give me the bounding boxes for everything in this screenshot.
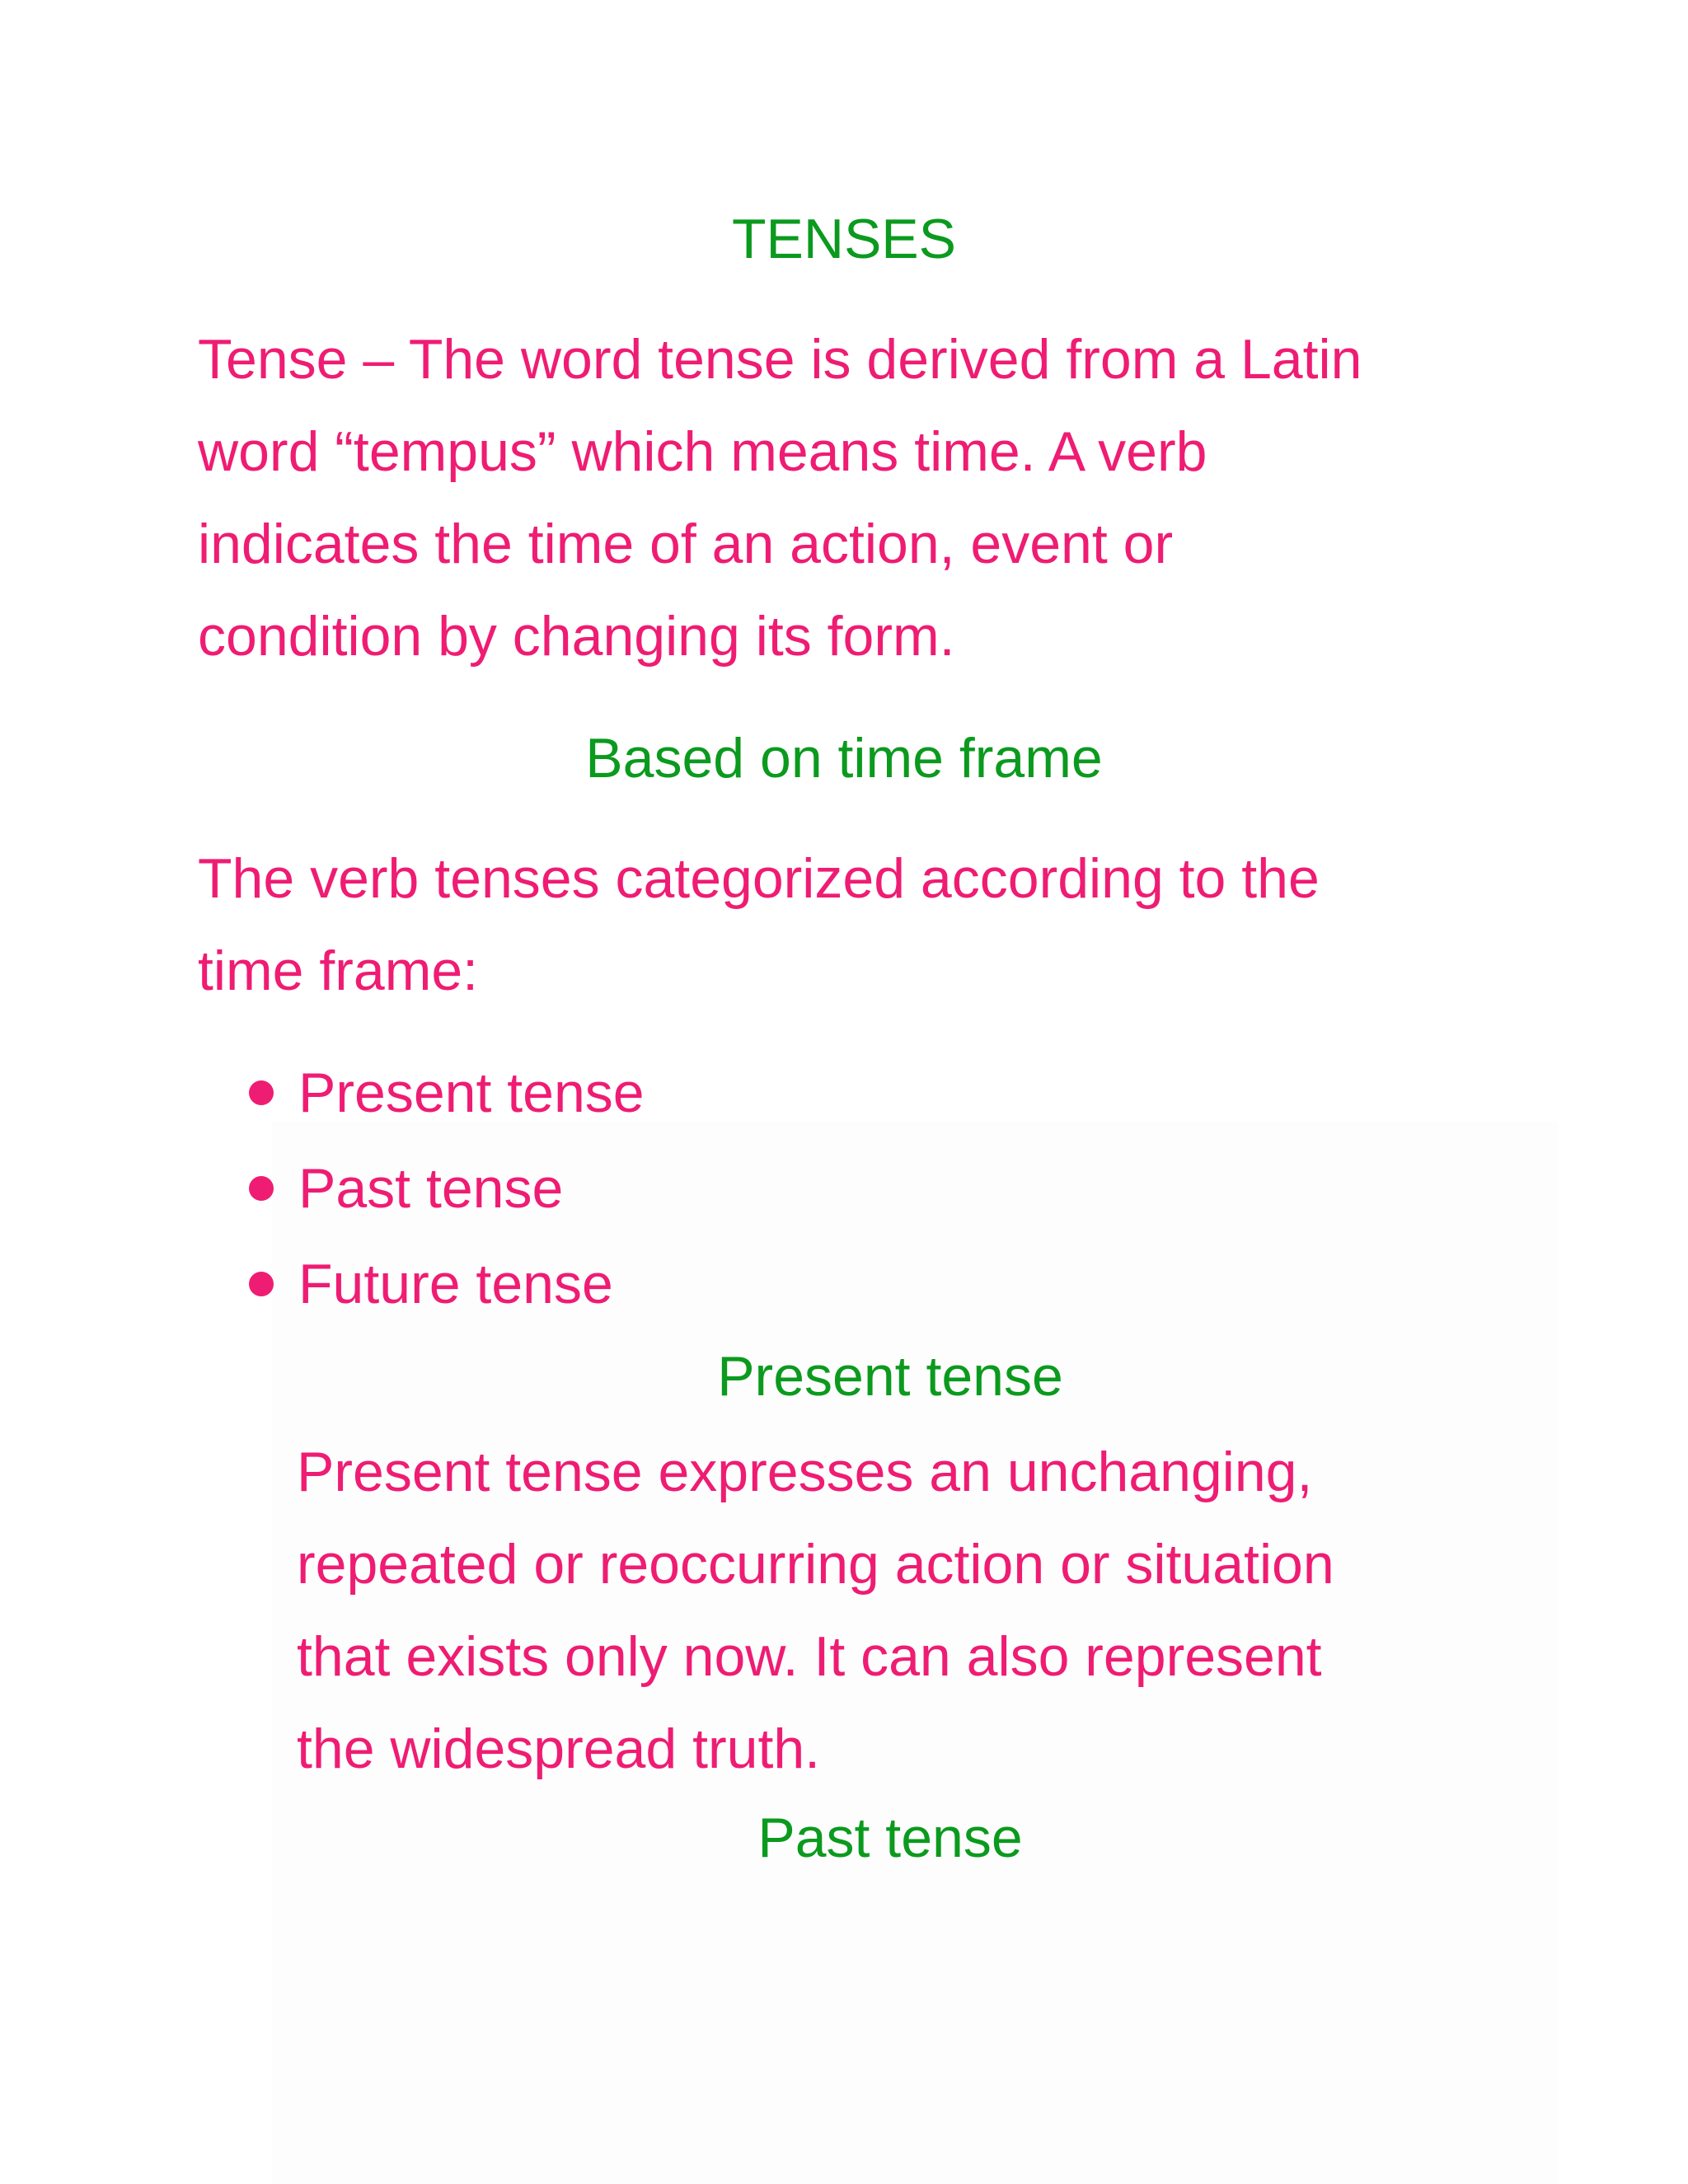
bullet-icon <box>249 1176 274 1201</box>
list-item-label: Past tense <box>298 1157 564 1220</box>
section-heading-based-on-time-frame: Based on time frame <box>585 727 1103 790</box>
tense-list <box>249 1045 645 1332</box>
present-line: repeated or reoccurring action or situation <box>297 1533 1334 1596</box>
list-item-label: Present tense <box>298 1062 645 1124</box>
present-line: the widespread truth. <box>297 1718 821 1780</box>
list-item-label: Future tense <box>298 1253 613 1315</box>
list-item <box>249 1045 645 1141</box>
intro-line: indicates the time of an action, event or <box>198 513 1174 575</box>
document-title: TENSES <box>731 208 957 270</box>
section-heading-past-tense: Past tense <box>757 1807 1023 1869</box>
section-heading-present-tense: Present tense <box>717 1345 1063 1408</box>
bullet-icon <box>249 1080 274 1105</box>
present-line: that exists only now. It can also represent <box>297 1625 1322 1688</box>
list-item <box>249 1141 645 1236</box>
categories-paragraph <box>198 832 1484 1017</box>
intro-line: condition by changing its form. <box>198 605 955 668</box>
intro-paragraph <box>198 313 1484 682</box>
list-item <box>249 1236 645 1332</box>
intro-line: word “tempus” which means time. A verb <box>198 420 1207 483</box>
intro-line: Tense – The word tense is derived from a Latin <box>198 328 1362 391</box>
present-tense-paragraph <box>297 1426 1533 1795</box>
bullet-icon <box>249 1272 274 1296</box>
present-line: Present tense expresses an unchanging, <box>297 1441 1313 1503</box>
categories-line: The verb tenses categorized according to the <box>198 847 1320 910</box>
categories-line: time frame: <box>198 940 479 1002</box>
